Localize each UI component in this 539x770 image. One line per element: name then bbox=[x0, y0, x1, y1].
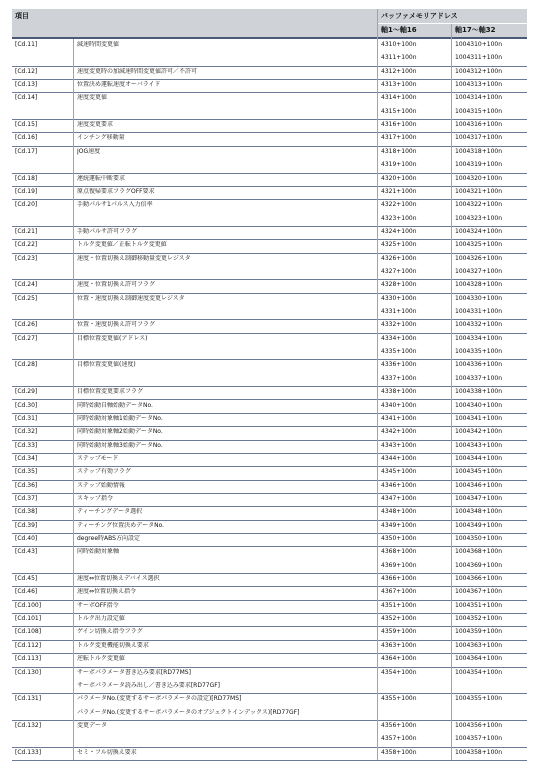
row-code: [Cd.11] bbox=[15, 41, 38, 48]
row-address-axis-17-32: 1004349+100n bbox=[455, 521, 503, 529]
header-item-label: 項目 bbox=[15, 12, 29, 20]
row-divider bbox=[12, 626, 527, 627]
row-address-axis-1-16: 4364+100n bbox=[381, 655, 417, 663]
row-address-axis-17-32: 1004326+100n bbox=[455, 254, 503, 262]
row-address-axis-1-16: 4311+100n bbox=[381, 54, 417, 62]
column-divider bbox=[451, 24, 452, 760]
row-code: [Cd.101] bbox=[15, 615, 42, 623]
row-code: [Cd.112] bbox=[15, 641, 42, 649]
row-code: [Cd.132] bbox=[15, 721, 42, 729]
row-address-axis-1-16: 4318+100n bbox=[381, 147, 417, 155]
row-address-axis-1-16: 4368+100n bbox=[381, 548, 417, 556]
row-divider bbox=[12, 359, 527, 360]
row-code: [Cd.18] bbox=[15, 174, 38, 182]
row-address-axis-1-16: 4343+100n bbox=[381, 441, 417, 449]
row-item-name: 同時始動対象軸1始動データNo. bbox=[77, 414, 163, 422]
row-code: [Cd.100] bbox=[15, 601, 42, 609]
row-divider bbox=[12, 426, 527, 427]
row-item-name: ステップ始動情報 bbox=[77, 481, 125, 489]
row-item-name: パラメータNo.(変更するサーボパラメータの設定)[RD77MS] bbox=[77, 695, 242, 703]
row-address-axis-17-32: 1004363+100n bbox=[455, 641, 503, 649]
row-address-axis-17-32: 1004319+100n bbox=[455, 161, 503, 169]
header-bottom-rule bbox=[12, 37, 527, 39]
row-address-axis-17-32: 1004355+100n bbox=[455, 695, 503, 703]
row-code: [Cd.113] bbox=[15, 655, 42, 663]
row-address-axis-1-16: 4345+100n bbox=[381, 468, 417, 476]
row-address-axis-17-32: 1004369+100n bbox=[455, 561, 503, 569]
row-code: [Cd.33] bbox=[15, 441, 38, 449]
row-divider bbox=[12, 199, 527, 200]
row-address-axis-17-32: 1004336+100n bbox=[455, 361, 503, 369]
row-address-axis-17-32: 1004317+100n bbox=[455, 134, 503, 142]
row-code: [Cd.12] bbox=[15, 67, 38, 75]
row-code: [Cd.133] bbox=[15, 748, 42, 756]
row-item-name: ティーチングデータ選択 bbox=[77, 508, 143, 516]
column-divider bbox=[73, 39, 74, 760]
row-address-axis-17-32: 1004346+100n bbox=[455, 481, 503, 489]
row-code: [Cd.27] bbox=[15, 334, 38, 342]
row-divider bbox=[12, 386, 527, 387]
row-address-axis-17-32: 1004335+100n bbox=[455, 348, 503, 356]
header-axis-17-32-label: 軸17～軸32 bbox=[455, 26, 496, 34]
row-address-axis-17-32: 1004352+100n bbox=[455, 615, 503, 623]
row-item-name: スキップ指令 bbox=[77, 494, 113, 502]
row-address-axis-17-32: 1004366+100n bbox=[455, 575, 503, 583]
row-item-name: 位置決め運転速度オーバライド bbox=[77, 81, 161, 89]
row-divider bbox=[12, 613, 527, 614]
row-address-axis-1-16: 4352+100n bbox=[381, 615, 417, 623]
row-address-axis-17-32: 1004350+100n bbox=[455, 535, 503, 543]
row-address-axis-1-16: 4348+100n bbox=[381, 508, 417, 516]
row-item-name: ステップモード bbox=[77, 454, 119, 462]
row-item-name: 位置・速度切換え制御速度変更レジスタ bbox=[77, 294, 185, 302]
row-address-axis-1-16: 4321+100n bbox=[381, 187, 417, 195]
row-address-axis-1-16: 4349+100n bbox=[381, 521, 417, 529]
row-item-name: セミ・フル切換え要求 bbox=[77, 748, 137, 756]
row-address-axis-17-32: 1004345+100n bbox=[455, 468, 503, 476]
row-address-axis-17-32: 1004323+100n bbox=[455, 214, 503, 222]
row-address-axis-17-32: 1004356+100n bbox=[455, 721, 503, 729]
row-address-axis-17-32: 1004320+100n bbox=[455, 174, 503, 182]
row-item-name: サーボパラメータ書き込み要求[RD77MS] bbox=[77, 668, 191, 676]
row-address-axis-17-32: 1004341+100n bbox=[455, 414, 503, 422]
row-item-name: 原点復帰要求フラグOFF要求 bbox=[77, 187, 155, 195]
row-item-name: 速度変更値 bbox=[77, 94, 108, 102]
row-code: [Cd.25] bbox=[15, 294, 38, 302]
row-divider bbox=[12, 573, 527, 574]
row-divider bbox=[12, 720, 527, 721]
row-item-name: 位置・速度切換え許可フラグ bbox=[77, 321, 156, 329]
row-item-name: 逆転トルク変更値 bbox=[77, 655, 125, 663]
row-address-axis-1-16: 4315+100n bbox=[381, 107, 417, 115]
row-code: [Cd.34] bbox=[15, 454, 38, 462]
row-address-axis-1-16: 4357+100n bbox=[381, 735, 417, 743]
row-address-axis-1-16: 4314+100n bbox=[381, 94, 417, 102]
row-code: [Cd.38] bbox=[15, 508, 38, 516]
row-address-axis-1-16: 4313+100n bbox=[381, 81, 417, 89]
row-address-axis-1-16: 4335+100n bbox=[381, 348, 417, 356]
row-item-name: サーボOFF指令 bbox=[77, 601, 119, 609]
row-divider bbox=[12, 506, 527, 507]
row-item-name: 同時始動対象軸 bbox=[77, 548, 120, 556]
row-address-axis-1-16: 4366+100n bbox=[381, 575, 417, 583]
row-divider bbox=[12, 92, 527, 93]
row-divider bbox=[12, 186, 527, 187]
row-address-axis-17-32: 1004358+100n bbox=[455, 748, 503, 756]
row-address-axis-17-32: 1004322+100n bbox=[455, 201, 503, 209]
row-divider bbox=[12, 653, 527, 654]
row-address-axis-1-16: 4347+100n bbox=[381, 494, 417, 502]
row-item-name: 速度・位置切換え制御移動量変更レジスタ bbox=[77, 254, 191, 262]
row-address-axis-17-32: 1004325+100n bbox=[455, 241, 503, 249]
row-address-axis-1-16: 4369+100n bbox=[381, 561, 417, 569]
row-address-axis-17-32: 1004337+100n bbox=[455, 374, 503, 382]
row-address-axis-1-16: 4332+100n bbox=[381, 321, 417, 329]
row-code: [Cd.36] bbox=[15, 481, 38, 489]
row-address-axis-17-32: 1004327+100n bbox=[455, 267, 503, 275]
row-address-axis-1-16: 4342+100n bbox=[381, 428, 417, 436]
row-item-name: トルク出力設定値 bbox=[77, 615, 125, 623]
row-address-axis-17-32: 1004316+100n bbox=[455, 121, 503, 129]
row-code: [Cd.46] bbox=[15, 588, 38, 596]
row-address-axis-1-16: 4328+100n bbox=[381, 281, 417, 289]
row-item-name: 目標位置変更値(アドレス) bbox=[77, 334, 148, 342]
row-code: [Cd.131] bbox=[15, 695, 42, 703]
row-divider bbox=[12, 586, 527, 587]
row-item-name: 速度変更要求 bbox=[77, 121, 114, 129]
row-address-axis-17-32: 1004364+100n bbox=[455, 655, 503, 663]
row-item-name: 手動パルサ許可フラグ bbox=[77, 227, 138, 235]
row-address-axis-17-32: 1004328+100n bbox=[455, 281, 503, 289]
row-address-axis-1-16: 4367+100n bbox=[381, 588, 417, 596]
row-code: [Cd.15] bbox=[15, 121, 38, 129]
row-divider bbox=[12, 119, 527, 120]
row-address-axis-1-16: 4319+100n bbox=[381, 161, 417, 169]
row-item-name: ゲイン切換え指令フラグ bbox=[77, 628, 143, 636]
row-divider bbox=[12, 533, 527, 534]
row-address-axis-17-32: 1004324+100n bbox=[455, 227, 503, 235]
row-address-axis-17-32: 1004342+100n bbox=[455, 428, 503, 436]
row-address-axis-17-32: 1004321+100n bbox=[455, 187, 503, 195]
row-address-axis-1-16: 4338+100n bbox=[381, 388, 417, 396]
row-address-axis-17-32: 1004348+100n bbox=[455, 508, 503, 516]
row-address-axis-1-16: 4337+100n bbox=[381, 374, 417, 382]
row-item-name: 同時始動対象軸3始動データNo. bbox=[77, 441, 163, 449]
row-address-axis-1-16: 4363+100n bbox=[381, 641, 417, 649]
row-address-axis-17-32: 1004331+100n bbox=[455, 308, 503, 316]
row-address-axis-1-16: 4322+100n bbox=[381, 201, 417, 209]
row-item-name: トルク変更値／正転トルク変更値 bbox=[77, 241, 167, 249]
row-address-axis-17-32: 1004347+100n bbox=[455, 494, 503, 502]
row-address-axis-1-16: 4326+100n bbox=[381, 254, 417, 262]
row-code: [Cd.13] bbox=[15, 81, 38, 89]
row-code: [Cd.29] bbox=[15, 388, 38, 396]
row-item-name: 速度⇔位置切換え指令 bbox=[77, 588, 137, 596]
row-address-axis-17-32: 1004315+100n bbox=[455, 107, 503, 115]
row-item-name: 速度⇔位置切換えデバイス選択 bbox=[77, 575, 160, 583]
row-address-axis-17-32: 1004312+100n bbox=[455, 67, 503, 75]
row-item-name: 速度変更時の加減速時間変更値許可／不許可 bbox=[77, 67, 198, 75]
row-divider bbox=[12, 546, 527, 547]
row-code: [Cd.23] bbox=[15, 254, 38, 262]
row-code: [Cd.45] bbox=[15, 575, 38, 583]
row-address-axis-1-16: 4344+100n bbox=[381, 454, 417, 462]
row-item-name: ティーチング位置決めデータNo. bbox=[77, 521, 165, 529]
row-address-axis-17-32: 1004344+100n bbox=[455, 454, 503, 462]
row-address-axis-17-32: 1004357+100n bbox=[455, 735, 503, 743]
row-address-axis-1-16: 4331+100n bbox=[381, 308, 417, 316]
row-address-axis-1-16: 4340+100n bbox=[381, 401, 417, 409]
row-address-axis-17-32: 1004340+100n bbox=[455, 401, 503, 409]
row-code: [Cd.130] bbox=[15, 668, 42, 676]
row-code: [Cd.35] bbox=[15, 468, 38, 476]
row-item-name: 目標位置変更値(速度) bbox=[77, 361, 136, 369]
row-code: [Cd.30] bbox=[15, 401, 38, 409]
row-address-axis-17-32: 1004367+100n bbox=[455, 588, 503, 596]
row-divider bbox=[12, 760, 527, 761]
row-address-axis-17-32: 1004343+100n bbox=[455, 441, 503, 449]
row-address-axis-1-16: 4336+100n bbox=[381, 361, 417, 369]
row-divider bbox=[12, 453, 527, 454]
row-code: [Cd.14] bbox=[15, 94, 38, 102]
row-item-name: ステップ有効フラグ bbox=[77, 468, 131, 476]
row-address-axis-1-16: 4351+100n bbox=[381, 601, 417, 609]
row-code: [Cd.32] bbox=[15, 428, 38, 436]
row-address-axis-1-16: 4312+100n bbox=[381, 67, 417, 75]
row-divider bbox=[12, 399, 527, 400]
row-item-name: インチング移動量 bbox=[77, 134, 125, 142]
row-address-axis-17-32: 1004318+100n bbox=[455, 147, 503, 155]
row-address-axis-17-32: 1004332+100n bbox=[455, 321, 503, 329]
row-item-name: 同時始動自軸始動データNo. bbox=[77, 401, 153, 409]
row-divider bbox=[12, 693, 527, 694]
row-code: [Cd.40] bbox=[15, 535, 38, 543]
row-divider bbox=[12, 239, 527, 240]
row-divider bbox=[12, 279, 527, 280]
row-item-name: degree時ABS方向設定 bbox=[77, 535, 140, 543]
row-address-axis-17-32: 1004351+100n bbox=[455, 601, 503, 609]
row-address-axis-1-16: 4330+100n bbox=[381, 294, 417, 302]
row-address-axis-1-16: 4358+100n bbox=[381, 748, 417, 756]
row-address-axis-17-32: 1004314+100n bbox=[455, 94, 503, 102]
row-address-axis-1-16: 4341+100n bbox=[381, 414, 417, 422]
row-item-name: パラメータNo.(変更するサーボパラメータのオブジェクトインデックス)[RD77GF] bbox=[77, 708, 300, 716]
column-divider bbox=[377, 9, 378, 760]
row-address-axis-1-16: 4327+100n bbox=[381, 267, 417, 275]
row-address-axis-17-32: 1004354+100n bbox=[455, 668, 503, 676]
row-address-axis-17-32: 1004359+100n bbox=[455, 628, 503, 636]
row-code: [Cd.37] bbox=[15, 494, 38, 502]
row-item-name: 手動パルサ1パルス入力倍率 bbox=[77, 201, 153, 209]
row-item-name: 速度・位置切換え許可フラグ bbox=[77, 281, 156, 289]
row-code: [Cd.16] bbox=[15, 134, 38, 142]
row-code: [Cd.21] bbox=[15, 227, 38, 235]
row-address-axis-1-16: 4334+100n bbox=[381, 334, 417, 342]
row-code: [Cd.17] bbox=[15, 147, 38, 155]
row-code: [Cd.22] bbox=[15, 241, 38, 249]
row-code: [Cd.28] bbox=[15, 361, 38, 369]
row-item-name: 同時始動対象軸2始動データNo. bbox=[77, 428, 163, 436]
row-code: [Cd.26] bbox=[15, 321, 38, 329]
row-divider bbox=[12, 79, 527, 80]
row-code: [Cd.20] bbox=[15, 201, 38, 209]
row-address-axis-1-16: 4320+100n bbox=[381, 174, 417, 182]
row-divider bbox=[12, 493, 527, 494]
row-address-axis-1-16: 4310+100n bbox=[381, 41, 417, 48]
row-address-axis-1-16: 4350+100n bbox=[381, 535, 417, 543]
row-address-axis-17-32: 1004330+100n bbox=[455, 294, 503, 302]
row-code: [Cd.24] bbox=[15, 281, 38, 289]
row-divider bbox=[12, 466, 527, 467]
row-address-axis-1-16: 4355+100n bbox=[381, 695, 417, 703]
row-divider bbox=[12, 319, 527, 320]
row-address-axis-17-32: 1004313+100n bbox=[455, 81, 503, 89]
row-item-name: 減速時間変更値 bbox=[77, 41, 120, 48]
header-axis-1-16-label: 軸1～軸16 bbox=[381, 26, 417, 34]
row-divider bbox=[12, 226, 527, 227]
row-divider bbox=[12, 132, 527, 133]
row-code: [Cd.43] bbox=[15, 548, 38, 556]
row-item-name: サーボパラメータ読み出し／書き込み要求[RD77GF] bbox=[77, 681, 221, 689]
row-code: [Cd.31] bbox=[15, 414, 38, 422]
row-address-axis-17-32: 1004368+100n bbox=[455, 548, 503, 556]
row-address-axis-1-16: 4359+100n bbox=[381, 628, 417, 636]
row-code: [Cd.39] bbox=[15, 521, 38, 529]
row-address-axis-1-16: 4323+100n bbox=[381, 214, 417, 222]
row-address-axis-17-32: 1004310+100n bbox=[455, 41, 503, 48]
row-address-axis-1-16: 4346+100n bbox=[381, 481, 417, 489]
header-item-cell bbox=[12, 9, 377, 37]
row-address-axis-17-32: 1004311+100n bbox=[455, 54, 503, 62]
row-address-axis-1-16: 4354+100n bbox=[381, 668, 417, 676]
row-code: [Cd.19] bbox=[15, 187, 38, 195]
row-divider bbox=[12, 413, 527, 414]
row-address-axis-1-16: 4317+100n bbox=[381, 134, 417, 142]
row-address-axis-1-16: 4356+100n bbox=[381, 721, 417, 729]
row-address-axis-1-16: 4325+100n bbox=[381, 241, 417, 249]
row-address-axis-17-32: 1004334+100n bbox=[455, 334, 503, 342]
row-item-name: トルク変更機能切換え要求 bbox=[77, 641, 149, 649]
row-address-axis-1-16: 4324+100n bbox=[381, 227, 417, 235]
row-item-name: 連続運転中断要求 bbox=[77, 174, 126, 182]
row-item-name: JOG速度 bbox=[77, 147, 101, 155]
row-item-name: 目標位置変更要求フラグ bbox=[77, 388, 144, 396]
header-buffer-label: バッファメモリアドレス bbox=[381, 12, 458, 20]
row-address-axis-17-32: 1004338+100n bbox=[455, 388, 503, 396]
row-address-axis-1-16: 4316+100n bbox=[381, 121, 417, 129]
row-code: [Cd.108] bbox=[15, 628, 42, 636]
row-item-name: 変更データ bbox=[77, 721, 108, 729]
